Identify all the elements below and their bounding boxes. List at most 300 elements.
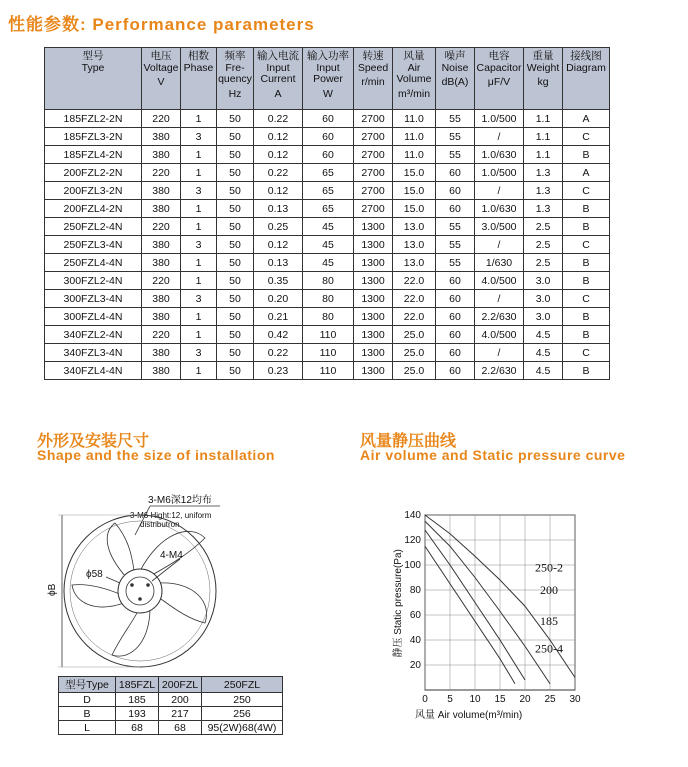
dimension-cell: 95(2W)68(4W) — [202, 721, 283, 735]
header-en: Input Current — [260, 61, 296, 85]
header-cn: 噪声 — [444, 50, 466, 62]
table-cell: 200FZL2-2N — [45, 164, 142, 182]
table-cell: 1 — [181, 308, 217, 326]
table-cell: 220 — [142, 326, 181, 344]
table-row — [45, 362, 610, 380]
table-cell: 380 — [142, 128, 181, 146]
column-header — [303, 48, 354, 110]
table-cell: 80 — [303, 272, 354, 290]
table-cell: 50 — [217, 344, 254, 362]
table-cell: C — [563, 344, 610, 362]
table-row — [45, 326, 610, 344]
table-cell: 1.0/630 — [475, 200, 524, 218]
table-cell: 110 — [303, 344, 354, 362]
table-cell: 0.22 — [254, 344, 303, 362]
page-title: 性能参数: Performance parameters — [8, 15, 315, 34]
chart-ticks — [404, 510, 581, 705]
table-cell: 1 — [181, 326, 217, 344]
column-header — [45, 48, 142, 110]
table-cell: 11.0 — [393, 146, 436, 164]
table-cell: 1.1 — [524, 110, 563, 128]
table-cell: 300FZL2-4N — [45, 272, 142, 290]
table-cell: 1.1 — [524, 128, 563, 146]
series-label: 200 — [540, 582, 558, 597]
dimension-header-row — [59, 677, 283, 693]
dimension-cell: 68 — [159, 721, 202, 735]
header-cn: 风量 — [403, 50, 425, 62]
table-cell: 0.20 — [254, 290, 303, 308]
table-cell: 340FZL4-4N — [45, 362, 142, 380]
table-cell: 250FZL3-4N — [45, 236, 142, 254]
table-cell: 45 — [303, 236, 354, 254]
table-cell: 50 — [217, 182, 254, 200]
table-cell: B — [563, 254, 610, 272]
table-cell: 1 — [181, 164, 217, 182]
fan-drawing — [40, 493, 320, 678]
table-cell: 55 — [436, 254, 475, 272]
header-unit: dB(A) — [441, 76, 469, 88]
table-cell: 1.0/630 — [475, 146, 524, 164]
curve-title-en: Air volume and Static pressure curve — [360, 447, 626, 463]
dimension-cell: 217 — [159, 707, 202, 721]
table-cell: 4.0/500 — [475, 326, 524, 344]
dimension-row — [59, 721, 283, 735]
dimension-table-body — [59, 677, 283, 735]
curve-title-cn: 风量静压曲线 — [360, 433, 457, 450]
header-unit: μF/V — [487, 76, 511, 88]
table-cell: 250FZL4-4N — [45, 254, 142, 272]
table-cell: 0.21 — [254, 308, 303, 326]
table-cell: 380 — [142, 146, 181, 164]
table-cell: 3.0 — [524, 308, 563, 326]
header-en: Diagram — [566, 61, 606, 74]
phiB-label: ϕB — [47, 583, 58, 596]
table-cell: 4.5 — [524, 362, 563, 380]
table-cell: 380 — [142, 362, 181, 380]
y-tick-label: 120 — [404, 535, 421, 546]
fan-blade — [112, 608, 150, 656]
table-cell: 1300 — [354, 290, 393, 308]
mount-hole — [146, 583, 150, 587]
dimension-cell: 250 — [202, 693, 283, 707]
table-cell: 380 — [142, 344, 181, 362]
table-cell: 15.0 — [393, 164, 436, 182]
table-cell: 60 — [436, 182, 475, 200]
table-cell: 0.22 — [254, 110, 303, 128]
table-cell: 50 — [217, 146, 254, 164]
table-cell: 4.5 — [524, 326, 563, 344]
table-cell: 380 — [142, 236, 181, 254]
table-cell: 50 — [217, 200, 254, 218]
table-cell: / — [475, 236, 524, 254]
table-cell: C — [563, 236, 610, 254]
table-row — [45, 200, 610, 218]
table-cell: 60 — [303, 128, 354, 146]
table-cell: 2.5 — [524, 236, 563, 254]
table-row — [45, 290, 610, 308]
header-en: Fre-quency — [218, 61, 252, 85]
header-cn: 频率 — [224, 50, 246, 62]
header-cn: 型号 — [82, 50, 104, 62]
table-cell: 60 — [436, 326, 475, 344]
dimension-cell: 200FZL — [159, 677, 202, 693]
table-cell: 60 — [436, 272, 475, 290]
table-cell: 0.23 — [254, 362, 303, 380]
table-cell: 1300 — [354, 344, 393, 362]
dimension-cell: 型号Type — [59, 677, 116, 693]
table-cell: 50 — [217, 362, 254, 380]
dimension-cell: D — [59, 693, 116, 707]
header-cn: 电压 — [150, 50, 172, 62]
table-cell: 1.3 — [524, 200, 563, 218]
x-tick-label: 25 — [544, 694, 556, 705]
fan-blade — [158, 583, 207, 623]
table-cell: 50 — [217, 164, 254, 182]
table-cell: 110 — [303, 362, 354, 380]
header-unit: Hz — [228, 87, 242, 100]
chart-ylabel: 静压 Static pressure(Pa) — [393, 549, 404, 658]
table-cell: 3 — [181, 236, 217, 254]
x-tick-label: 15 — [494, 694, 506, 705]
table-cell: 22.0 — [393, 308, 436, 326]
table-body — [45, 110, 610, 380]
table-cell: 200FZL3-2N — [45, 182, 142, 200]
shape-title-cn: 外形及安装尺寸 — [37, 433, 150, 450]
dimension-row — [59, 693, 283, 707]
table-cell: 1.3 — [524, 182, 563, 200]
column-header — [354, 48, 393, 110]
table-cell: 200FZL4-2N — [45, 200, 142, 218]
column-header — [217, 48, 254, 110]
table-cell: 1 — [181, 200, 217, 218]
header-unit: kg — [537, 76, 549, 88]
header-cn: 输入电流 — [257, 50, 299, 62]
table-cell: 50 — [217, 290, 254, 308]
table-cell: 60 — [436, 164, 475, 182]
table-cell: 1300 — [354, 236, 393, 254]
header-cn: 转速 — [362, 50, 384, 62]
m4-label: 4-M4 — [160, 550, 183, 561]
dimension-cell: 200 — [159, 693, 202, 707]
table-cell: 65 — [303, 164, 354, 182]
table-cell: 2700 — [354, 128, 393, 146]
table-cell: 0.12 — [254, 182, 303, 200]
table-row — [45, 272, 610, 290]
x-tick-label: 5 — [447, 694, 453, 705]
table-cell: / — [475, 290, 524, 308]
table-cell: 3.0/500 — [475, 218, 524, 236]
table-cell: 220 — [142, 164, 181, 182]
table-cell: 50 — [217, 236, 254, 254]
table-cell: 55 — [436, 236, 475, 254]
table-cell: 2700 — [354, 200, 393, 218]
table-cell: 2700 — [354, 146, 393, 164]
header-cn: 接线图 — [570, 50, 602, 62]
fan-blade — [107, 523, 134, 577]
table-cell: 50 — [217, 326, 254, 344]
table-cell: 11.0 — [393, 110, 436, 128]
table-cell: 220 — [142, 272, 181, 290]
y-tick-label: 100 — [404, 560, 421, 571]
shape-title-en: Shape and the size of installation — [37, 447, 275, 463]
table-cell: 3 — [181, 344, 217, 362]
header-en: Type — [81, 61, 105, 74]
table-cell: / — [475, 344, 524, 362]
header-cn: 电容 — [488, 50, 510, 62]
pressure-curve-chart — [365, 505, 605, 727]
table-cell: 2700 — [354, 110, 393, 128]
y-tick-label: 80 — [409, 585, 421, 596]
table-cell: 60 — [436, 362, 475, 380]
fan-blade — [72, 585, 124, 607]
header-en: Noise — [441, 61, 469, 74]
table-cell: 0.25 — [254, 218, 303, 236]
table-cell: 2700 — [354, 164, 393, 182]
table-row — [45, 218, 610, 236]
performance-table — [44, 47, 610, 380]
table-cell: 50 — [217, 110, 254, 128]
table-cell: 55 — [436, 146, 475, 164]
table-cell: 380 — [142, 200, 181, 218]
table-cell: 1300 — [354, 362, 393, 380]
table-row — [45, 146, 610, 164]
column-header — [254, 48, 303, 110]
table-cell: B — [563, 146, 610, 164]
table-cell: 340FZL2-4N — [45, 326, 142, 344]
table-cell: B — [563, 200, 610, 218]
table-cell: 1.1 — [524, 146, 563, 164]
table-cell: 1 — [181, 146, 217, 164]
table-cell: 25.0 — [393, 344, 436, 362]
holes-label-en2: distributron — [140, 520, 180, 529]
table-cell: 13.0 — [393, 254, 436, 272]
header-unit: A — [274, 87, 282, 100]
table-cell: 300FZL3-4N — [45, 290, 142, 308]
table-cell: 1.0/500 — [475, 164, 524, 182]
x-tick-label: 0 — [422, 694, 428, 705]
series-label: 185 — [540, 614, 558, 628]
table-cell: 1.3 — [524, 164, 563, 182]
table-cell: 1.0/500 — [475, 110, 524, 128]
table-row — [45, 182, 610, 200]
table-cell: 0.35 — [254, 272, 303, 290]
header-en: Phase — [183, 61, 214, 74]
table-cell: 3 — [181, 182, 217, 200]
table-row — [45, 308, 610, 326]
table-cell: 3.0 — [524, 272, 563, 290]
table-cell: 110 — [303, 326, 354, 344]
table-cell: 3 — [181, 128, 217, 146]
table-row — [45, 344, 610, 362]
table-cell: 2.2/630 — [475, 308, 524, 326]
table-row — [45, 128, 610, 146]
table-cell: 3.0 — [524, 290, 563, 308]
table-cell: 50 — [217, 272, 254, 290]
table-cell: 25.0 — [393, 326, 436, 344]
table-cell: B — [563, 218, 610, 236]
dimension-cell: 250FZL — [202, 677, 283, 693]
x-tick-label: 30 — [569, 694, 581, 705]
dimension-cell: B — [59, 707, 116, 721]
header-en: Voltage — [143, 61, 179, 74]
table-cell: B — [563, 308, 610, 326]
table-cell: 55 — [436, 110, 475, 128]
table-cell: 220 — [142, 110, 181, 128]
table-cell: / — [475, 182, 524, 200]
table-cell: 50 — [217, 218, 254, 236]
table-cell: 1 — [181, 254, 217, 272]
table-row — [45, 110, 610, 128]
column-header — [181, 48, 217, 110]
table-cell: 80 — [303, 290, 354, 308]
table-cell: 65 — [303, 200, 354, 218]
table-cell: 0.42 — [254, 326, 303, 344]
mount-hole — [130, 583, 134, 587]
table-cell: 185FZL3-2N — [45, 128, 142, 146]
table-cell: 3 — [181, 290, 217, 308]
holes-label-en1: 3-M6 Hight:12, uniform — [130, 511, 212, 520]
table-cell: A — [563, 110, 610, 128]
x-tick-label: 10 — [469, 694, 481, 705]
table-cell: B — [563, 272, 610, 290]
table-cell: 185FZL2-2N — [45, 110, 142, 128]
dimension-cell: 68 — [116, 721, 159, 735]
table-cell: 60 — [303, 110, 354, 128]
table-cell: B — [563, 362, 610, 380]
table-cell: 1300 — [354, 272, 393, 290]
dimension-cell: 193 — [116, 707, 159, 721]
dimension-row — [59, 707, 283, 721]
series-label: 250-2 — [535, 560, 563, 575]
table-cell: 380 — [142, 182, 181, 200]
table-cell: 15.0 — [393, 200, 436, 218]
table-cell: 60 — [303, 146, 354, 164]
table-cell: 55 — [436, 218, 475, 236]
table-cell: C — [563, 128, 610, 146]
header-cn: 重量 — [532, 50, 554, 62]
dimension-cell: 185 — [116, 693, 159, 707]
table-cell: 11.0 — [393, 128, 436, 146]
column-header — [563, 48, 610, 110]
table-cell: A — [563, 164, 610, 182]
column-header — [475, 48, 524, 110]
table-cell: 13.0 — [393, 236, 436, 254]
table-cell: 55 — [436, 128, 475, 146]
table-cell: 1/630 — [475, 254, 524, 272]
header-unit: m³/min — [397, 87, 431, 100]
table-cell: 22.0 — [393, 290, 436, 308]
leader-line — [152, 559, 180, 581]
table-cell: 1 — [181, 110, 217, 128]
table-cell: 60 — [436, 290, 475, 308]
header-en: Weight — [526, 61, 560, 74]
chart-xlabel: 风量 Air volume(m³/min) — [415, 710, 523, 721]
dimension-cell: 185FZL — [116, 677, 159, 693]
table-cell: 45 — [303, 218, 354, 236]
table-cell: 220 — [142, 218, 181, 236]
table-cell: 2.2/630 — [475, 362, 524, 380]
table-cell: 250FZL2-4N — [45, 218, 142, 236]
table-cell: / — [475, 128, 524, 146]
column-header — [393, 48, 436, 110]
table-cell: 0.22 — [254, 164, 303, 182]
table-cell: 1300 — [354, 254, 393, 272]
table-cell: 1 — [181, 362, 217, 380]
fan-hub — [118, 569, 162, 613]
table-row — [45, 236, 610, 254]
table-row — [45, 254, 610, 272]
table-row — [45, 164, 610, 182]
table-cell: 1300 — [354, 218, 393, 236]
table-cell: 2.5 — [524, 218, 563, 236]
header-en: Speed — [357, 61, 389, 74]
column-header — [436, 48, 475, 110]
table-cell: 50 — [217, 254, 254, 272]
header-unit: W — [323, 87, 333, 100]
table-cell: C — [563, 290, 610, 308]
table-cell: 380 — [142, 254, 181, 272]
table-cell: 50 — [217, 128, 254, 146]
table-cell: 0.12 — [254, 146, 303, 164]
header-en: Capacitor — [476, 61, 522, 74]
dimension-table — [58, 676, 283, 735]
table-cell: 185FZL4-2N — [45, 146, 142, 164]
table-cell: 65 — [303, 182, 354, 200]
series-label: 250-4 — [535, 641, 563, 656]
table-cell: 45 — [303, 254, 354, 272]
table-cell: 80 — [303, 308, 354, 326]
dimension-cell: 256 — [202, 707, 283, 721]
table-cell: 1 — [181, 272, 217, 290]
table-cell: 13.0 — [393, 218, 436, 236]
y-tick-label: 140 — [404, 510, 421, 521]
header-en: Air Volume — [396, 61, 432, 85]
table-cell: 4.0/500 — [475, 272, 524, 290]
series-line-200 — [425, 521, 550, 684]
table-cell: 4.5 — [524, 344, 563, 362]
y-tick-label: 60 — [409, 610, 421, 621]
header-en: Input Power — [313, 61, 343, 85]
holes-label-cn: 3-M6深12均布 — [148, 495, 212, 506]
table-cell: 300FZL4-4N — [45, 308, 142, 326]
table-cell: 0.13 — [254, 200, 303, 218]
table-cell: C — [563, 182, 610, 200]
table-cell: 60 — [436, 344, 475, 362]
table-cell: 22.0 — [393, 272, 436, 290]
header-unit: r/min — [361, 76, 385, 88]
table-cell: 0.12 — [254, 128, 303, 146]
dimension-cell: L — [59, 721, 116, 735]
y-tick-label: 40 — [409, 635, 421, 646]
table-header-row — [45, 48, 610, 110]
table-cell: 25.0 — [393, 362, 436, 380]
table-cell: 340FZL3-4N — [45, 344, 142, 362]
table-cell: 380 — [142, 290, 181, 308]
table-cell: 60 — [436, 308, 475, 326]
table-cell: 380 — [142, 308, 181, 326]
table-cell: 1300 — [354, 326, 393, 344]
chart-grid — [425, 515, 575, 690]
header-cn: 输入功率 — [307, 50, 349, 62]
x-tick-label: 20 — [519, 694, 531, 705]
table-cell: 50 — [217, 308, 254, 326]
table-cell: 2700 — [354, 182, 393, 200]
table-cell: 15.0 — [393, 182, 436, 200]
table-cell: 2.5 — [524, 254, 563, 272]
column-header — [142, 48, 181, 110]
phi58-label: ϕ58 — [86, 569, 103, 580]
mount-hole — [138, 597, 142, 601]
